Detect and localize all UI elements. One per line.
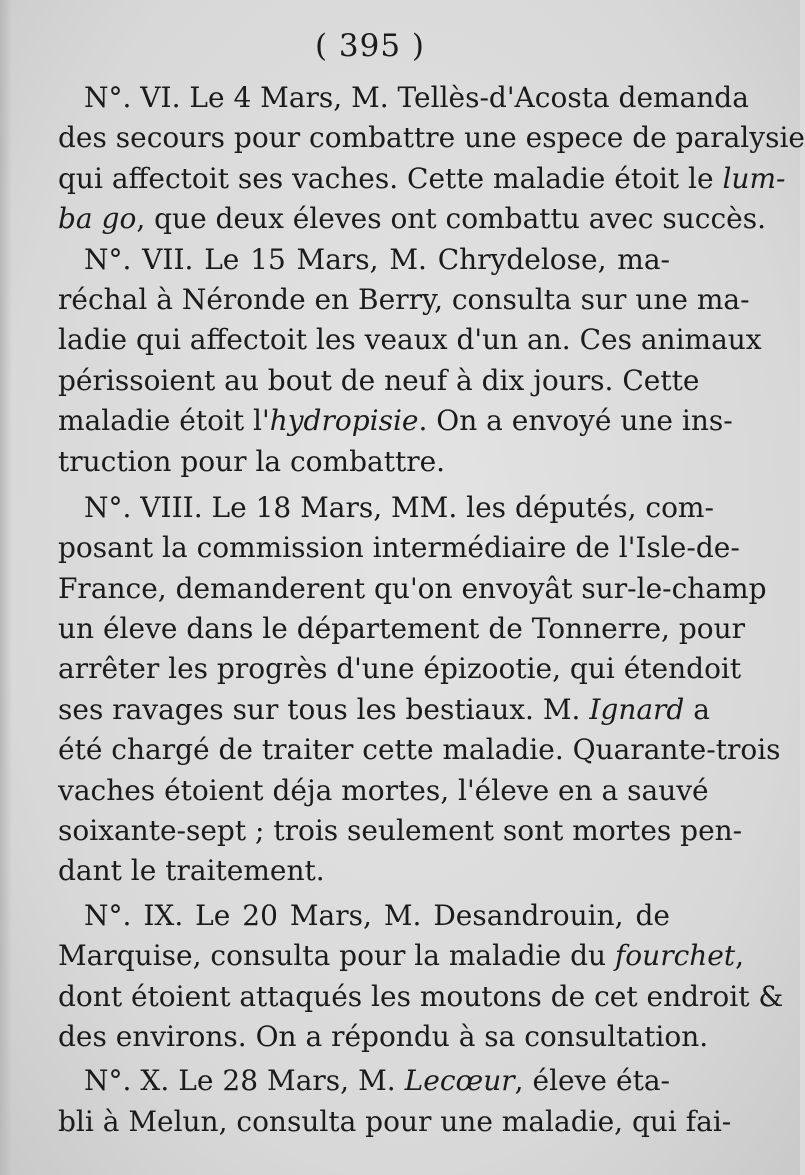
text-run: N°. VI. Le 4 Mars, M. Tellès-d'Acosta demanda xyxy=(84,81,749,114)
text-run: soixante-sept ; trois seulement sont mortes pen- xyxy=(58,814,743,848)
italic-term: Ignard xyxy=(589,692,685,726)
text-run: ses ravages sur tous les bestiaux. M. xyxy=(58,692,590,726)
text-run: réchal à Néronde en Berry, consulta sur une ma- xyxy=(58,282,750,316)
italic-term: lum- xyxy=(722,161,786,195)
text-line xyxy=(58,240,670,280)
text-run: posant la commission intermédiaire de l'Isle-de- xyxy=(58,531,740,565)
text-run: truction pour la combattre. xyxy=(58,444,446,478)
text-line xyxy=(58,401,733,441)
text-line xyxy=(58,851,670,891)
text-run: N°. VII. Le 15 Mars, M. Chrydelose, ma- xyxy=(84,242,670,276)
page-edge-shadow xyxy=(0,0,12,1175)
text-line xyxy=(58,811,743,851)
text-line xyxy=(58,199,766,239)
text-run: qui affectoit ses vaches. Cette maladie étoit le xyxy=(58,161,723,195)
text-line xyxy=(58,936,745,976)
paragraph xyxy=(58,896,784,1058)
text-run: arrêter les progrès d'une épizootie, qui étendoit xyxy=(58,652,742,686)
text-run: N°. X. Le 28 Mars, M. xyxy=(84,1064,405,1098)
italic-term: hydropisie xyxy=(269,404,419,438)
text-line xyxy=(58,320,762,360)
text-run: , xyxy=(735,939,745,973)
text-line xyxy=(58,280,750,320)
text-line xyxy=(58,442,670,482)
text-line xyxy=(58,690,710,730)
text-run: des secours pour combattre une espece de paralysie xyxy=(58,121,805,155)
text-line xyxy=(58,977,784,1017)
text-run: a xyxy=(684,692,710,726)
text-line xyxy=(58,896,670,936)
text-line xyxy=(58,771,709,811)
text-run: , éleve éta- xyxy=(514,1064,670,1098)
text-run: maladie étoit l' xyxy=(58,404,270,438)
text-run: été chargé de traiter cette maladie. Quarante-trois xyxy=(58,733,781,767)
paragraph xyxy=(58,1061,732,1142)
text-run: . On a envoyé une ins- xyxy=(418,404,733,438)
text-run: bli à Melun, consulta pour une maladie, qui fai- xyxy=(58,1104,732,1138)
text-run: vaches étoient déja mortes, l'éleve en a sauvé xyxy=(58,773,709,807)
text-run: un éleve dans le département de Tonnerre, pour xyxy=(58,612,746,646)
text-run: N°. IX. Le 20 Mars, M. Desandrouin, de xyxy=(84,898,670,932)
paragraph xyxy=(58,488,781,892)
italic-term: ba go xyxy=(58,202,137,236)
text-line xyxy=(58,649,742,689)
text-line xyxy=(58,1102,732,1142)
paragraph xyxy=(58,78,805,240)
text-line xyxy=(58,609,746,649)
text-line xyxy=(58,1017,709,1057)
text-line xyxy=(58,78,749,118)
text-line xyxy=(58,528,740,568)
text-run: , que deux éleves ont combattu avec succès. xyxy=(136,202,766,236)
text-line xyxy=(58,569,767,609)
text-line xyxy=(58,1061,670,1101)
text-run: dont étoient attaqués les moutons de cet endroit & xyxy=(58,979,784,1013)
text-run: périssoient au bout de neuf à dix jours. Cette xyxy=(58,363,700,397)
text-run: N°. VIII. Le 18 Mars, MM. les députés, com- xyxy=(84,490,714,524)
text-line xyxy=(58,488,714,528)
text-run: Marquise, consulta pour la maladie du xyxy=(58,939,615,973)
page-number: ( 395 ) xyxy=(314,28,426,64)
paragraph xyxy=(58,240,762,482)
italic-term: Lecœur xyxy=(404,1064,515,1098)
text-line xyxy=(58,361,700,401)
text-run: dant le traitement. xyxy=(58,854,325,888)
text-line xyxy=(58,118,805,158)
text-line xyxy=(58,159,786,199)
text-run: des environs. On a répondu à sa consultation. xyxy=(58,1019,709,1053)
italic-term: fourchet xyxy=(614,939,736,973)
text-line xyxy=(58,730,781,770)
text-run: ladie qui affectoit les veaux d'un an. Ces animaux xyxy=(58,323,762,357)
text-run: France, demanderent qu'on envoyât sur-le-champ xyxy=(58,571,767,605)
page-body-text xyxy=(58,78,805,1142)
